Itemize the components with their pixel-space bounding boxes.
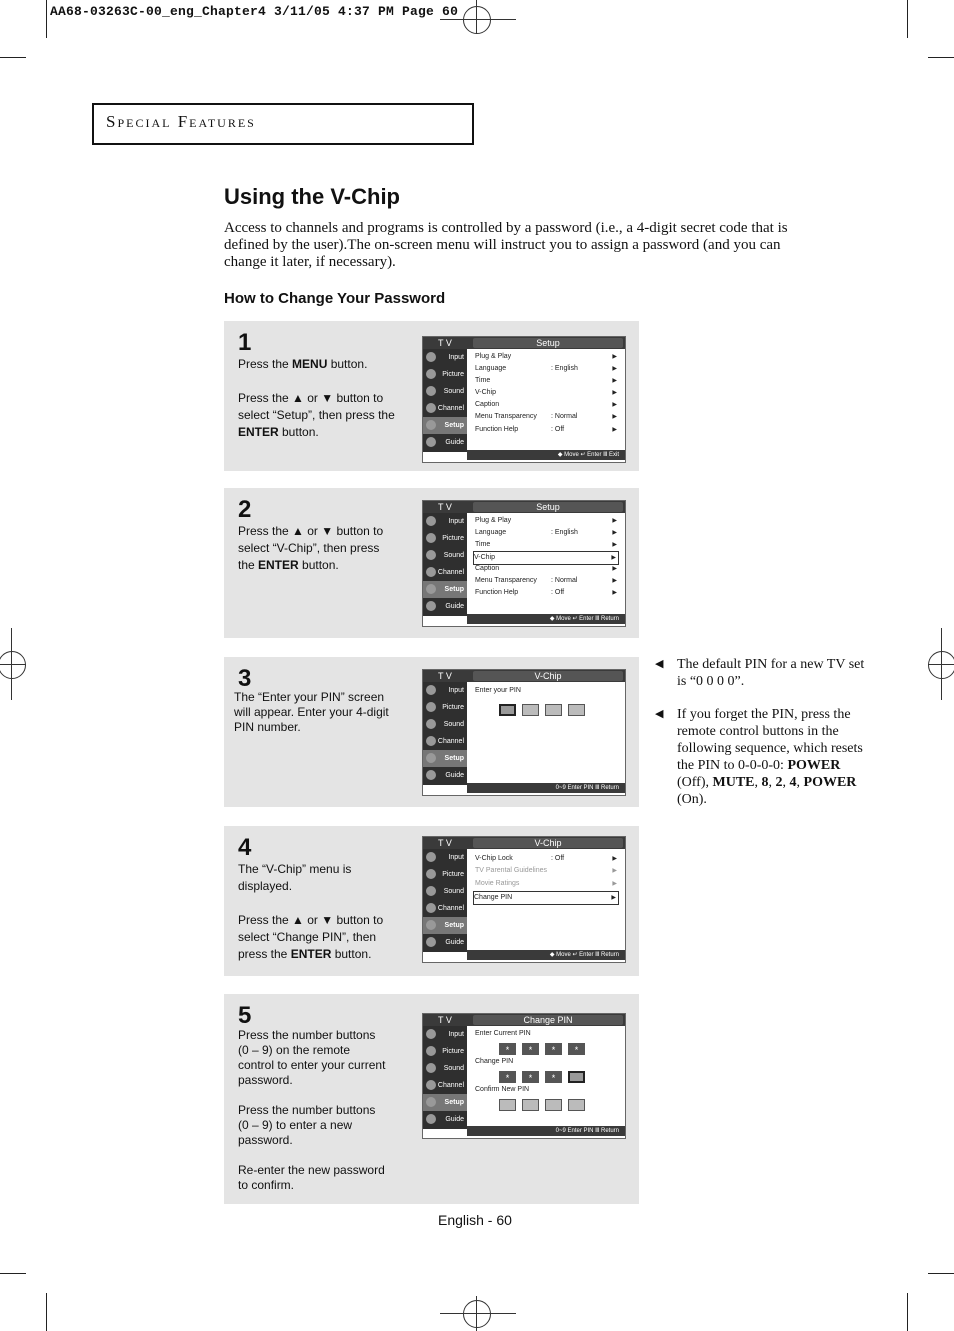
registration-mark: [941, 628, 942, 700]
screen-header: [423, 837, 625, 849]
sidebar-item-setup: Setup: [423, 917, 467, 934]
menu-item: Plug & Play ▶: [475, 515, 619, 527]
triangle-left-icon: ◀: [655, 658, 664, 670]
screen-sidebar: [423, 682, 467, 785]
pin-digit-box: [522, 704, 539, 716]
step-instructions: Press the ▲ or ▼ button to select “V-Chip”, then press the ENTER button.: [238, 524, 384, 572]
menu-item: Plug & Play ▶: [475, 351, 619, 363]
arrow-right-icon: ▶: [612, 881, 617, 887]
page-title: Using the V-Chip: [224, 184, 400, 209]
screen-title: Change PIN: [473, 1015, 623, 1025]
crop-mark: [0, 1273, 26, 1274]
sound-icon: [426, 886, 436, 896]
registration-mark: [440, 1313, 516, 1314]
registration-mark: [476, 1296, 477, 1331]
registration-mark: [440, 19, 516, 20]
step-number: 4: [238, 834, 252, 861]
sidebar-item-guide: Guide: [423, 934, 467, 951]
arrow-right-icon: ▶: [612, 366, 617, 372]
channel-icon: [426, 736, 436, 746]
step-1-panel: [224, 321, 639, 471]
sidebar-item-picture: Picture: [423, 866, 467, 883]
screen-footer: ◆ Move ↵ Enter Ⅲ Exit: [467, 450, 625, 460]
picture-icon: [426, 369, 436, 379]
tv-label: T V: [438, 671, 452, 681]
tv-menu-screen: [422, 836, 626, 963]
channel-icon: [426, 567, 436, 577]
screen-footer: ◆ Move ↵ Enter Ⅲ Return: [467, 950, 625, 960]
menu-item: Time ▶: [475, 539, 619, 551]
print-slug: AA68-03263C-00_eng_Chapter4 3/11/05 4:37 PM Page 60: [50, 4, 459, 19]
arrow-right-icon: ▶: [612, 518, 617, 524]
registration-mark: [463, 6, 491, 34]
sidebar-item-guide: Guide: [423, 434, 467, 451]
registration-mark: [11, 628, 12, 700]
channel-icon: [426, 903, 436, 913]
sidebar-item-channel: Channel: [423, 900, 467, 917]
setup-icon: [426, 920, 436, 930]
sidebar-item-input: Input: [423, 1026, 467, 1043]
guide-icon: [426, 1114, 436, 1124]
sidebar-item-sound: Sound: [423, 1060, 467, 1077]
screen-header: [423, 670, 625, 682]
tv-label: T V: [438, 502, 452, 512]
screen-footer: ◆ Move ↵ Enter Ⅲ Return: [467, 614, 625, 624]
sidebar-item-input: Input: [423, 682, 467, 699]
tv-menu-screen: [422, 500, 626, 627]
screen-footer: 0~9 Enter PIN Ⅲ Return: [467, 783, 625, 793]
current-pin-label: Enter Current PIN: [475, 1030, 531, 1037]
tv-label: T V: [438, 838, 452, 848]
sound-icon: [426, 550, 436, 560]
setup-icon: [426, 584, 436, 594]
sidebar-item-setup: Setup: [423, 1094, 467, 1111]
registration-mark: [0, 651, 26, 679]
arrow-right-icon: ▶: [612, 402, 617, 408]
step-instructions: Press the MENU button. Press the ▲ or ▼ button to select “Setup”, then press the ENTER button.: [238, 357, 395, 439]
crop-mark: [928, 57, 954, 58]
setup-icon: [426, 753, 436, 763]
setup-icon: [426, 1097, 436, 1107]
sidebar-item-input: Input: [423, 513, 467, 530]
intro-paragraph: Access to channels and programs is controlled by a password (i.e., a 4-digit secret code that is defined by the user).The on-screen menu will instruct you to assign a password (and you can change it later, if necessary).: [224, 220, 788, 270]
sidebar-item-guide: Guide: [423, 598, 467, 615]
sidebar-item-setup: Setup: [423, 417, 467, 434]
pin-digit-box: [568, 704, 585, 716]
step-3-panel: [224, 657, 639, 807]
subsection-title: How to Change Your Password: [224, 290, 446, 307]
screen-footer: 0~9 Enter PIN Ⅲ Return: [467, 1126, 625, 1136]
arrow-right-icon: ▶: [612, 390, 617, 396]
step-number: 1: [238, 329, 252, 356]
menu-item: Language : English ▶: [475, 527, 619, 539]
menu-item-selected: Change PIN ▶: [473, 891, 619, 905]
picture-icon: [426, 702, 436, 712]
menu-item-selected: V-Chip ▶: [473, 551, 619, 565]
arrow-right-icon: ▶: [612, 542, 617, 548]
step-instructions: Press the number buttons (0 – 9) on the remote control to enter your current password. Press the number buttons (0 – 9) to enter a new password. Re-enter the new password to confirm.: [238, 1028, 386, 1192]
pin-digit-box: *: [522, 1071, 539, 1083]
step-number: 2: [238, 496, 252, 523]
menu-item: Caption ▶: [475, 399, 619, 411]
sidebar-item-picture: Picture: [423, 699, 467, 716]
new-pin-label: Change PIN: [475, 1058, 514, 1065]
arrow-right-icon: ▶: [612, 427, 617, 433]
registration-mark: [463, 1300, 491, 1328]
menu-item: Function Help : Off ▶: [475, 587, 619, 599]
channel-icon: [426, 403, 436, 413]
menu-item: Language : English ▶: [475, 363, 619, 375]
arrow-right-icon: ▶: [612, 578, 617, 584]
screen-sidebar: [423, 349, 467, 452]
arrow-right-icon: ▶: [612, 354, 617, 360]
sidebar-item-sound: Sound: [423, 547, 467, 564]
crop-mark: [928, 1273, 954, 1274]
crop-mark: [46, 0, 47, 38]
sidebar-item-picture: Picture: [423, 366, 467, 383]
screen-sidebar: [423, 849, 467, 952]
arrow-right-icon: ▶: [611, 555, 616, 561]
sidebar-item-channel: Channel: [423, 564, 467, 581]
screen-header: [423, 1014, 625, 1026]
screen-title: Setup: [473, 338, 623, 348]
step-2-panel: [224, 488, 639, 638]
menu-item: Menu Transparency : Normal ▶: [475, 411, 619, 423]
screen-header: [423, 501, 625, 513]
menu-item: Time ▶: [475, 375, 619, 387]
channel-icon: [426, 1080, 436, 1090]
section-title: Special Features: [106, 112, 256, 131]
registration-mark: [476, 0, 477, 34]
sidebar-item-picture: Picture: [423, 1043, 467, 1060]
crop-mark: [46, 1293, 47, 1331]
sidebar-item-sound: Sound: [423, 716, 467, 733]
menu-item: Caption ▶: [475, 563, 619, 575]
picture-icon: [426, 869, 436, 879]
crop-mark: [0, 57, 26, 58]
sidebar-item-input: Input: [423, 349, 467, 366]
pin-digit-box: [568, 1071, 585, 1083]
sidebar-item-channel: Channel: [423, 400, 467, 417]
tv-pin-screen: [422, 669, 626, 796]
setup-icon: [426, 420, 436, 430]
sound-icon: [426, 1063, 436, 1073]
sidebar-item-guide: Guide: [423, 1111, 467, 1128]
pin-digit-box: *: [522, 1043, 539, 1055]
picture-icon: [426, 533, 436, 543]
tv-label: T V: [438, 1015, 452, 1025]
sidebar-item-input: Input: [423, 849, 467, 866]
menu-item-disabled: TV Parental Guidelines ▶: [475, 865, 619, 877]
confirm-pin-label: Confirm New PIN: [475, 1086, 530, 1093]
screen-sidebar: [423, 1026, 467, 1129]
pin-digit-box: [522, 1099, 539, 1111]
pin-digit-box: [568, 1099, 585, 1111]
menu-item: V-Chip ▶: [475, 387, 619, 399]
arrow-right-icon: ▶: [611, 895, 616, 901]
pin-digit-box: *: [568, 1043, 585, 1055]
guide-icon: [426, 937, 436, 947]
pin-label: Enter your PIN: [475, 687, 521, 694]
step-number: 5: [238, 1002, 252, 1029]
registration-mark: [0, 664, 26, 665]
screen-title: V-Chip: [473, 671, 623, 681]
pin-digit-box: [499, 1099, 516, 1111]
guide-icon: [426, 770, 436, 780]
input-icon: [426, 352, 436, 362]
tv-label: T V: [438, 338, 452, 348]
crop-mark: [907, 1293, 908, 1331]
arrow-right-icon: ▶: [612, 856, 617, 862]
guide-icon: [426, 601, 436, 611]
arrow-right-icon: ▶: [612, 530, 617, 536]
sidebar-item-channel: Channel: [423, 733, 467, 750]
sound-icon: [426, 386, 436, 396]
screen-sidebar: [423, 513, 467, 616]
pin-digit-box: *: [545, 1043, 562, 1055]
input-icon: [426, 685, 436, 695]
tv-menu-screen: [422, 336, 626, 463]
crop-mark: [907, 0, 908, 38]
step-4-panel: [224, 826, 639, 976]
step-instructions: The “V-Chip” menu is displayed. Press the ▲ or ▼ button to select “Change PIN”, then press the ENTER button.: [238, 862, 384, 961]
sidebar-item-picture: Picture: [423, 530, 467, 547]
arrow-right-icon: ▶: [612, 414, 617, 420]
picture-icon: [426, 1046, 436, 1056]
arrow-right-icon: ▶: [612, 868, 617, 874]
page-number: English - 60: [438, 1212, 512, 1228]
input-icon: [426, 852, 436, 862]
tv-change-pin-screen: [422, 1013, 626, 1139]
arrow-right-icon: ▶: [612, 566, 617, 572]
guide-icon: [426, 437, 436, 447]
sound-icon: [426, 719, 436, 729]
screen-title: V-Chip: [473, 838, 623, 848]
sidebar-item-sound: Sound: [423, 883, 467, 900]
sidebar-item-channel: Channel: [423, 1077, 467, 1094]
step-instructions: The “Enter your PIN” screen will appear. Enter your 4-digit PIN number.: [234, 690, 389, 734]
pin-digit-box: [545, 704, 562, 716]
step-number: 3: [238, 665, 252, 692]
step-5-panel: [224, 994, 639, 1204]
pin-digit-box: [545, 1099, 562, 1111]
arrow-right-icon: ▶: [612, 378, 617, 384]
screen-header: [423, 337, 625, 349]
input-icon: [426, 516, 436, 526]
sidebar-item-setup: Setup: [423, 581, 467, 598]
sidebar-item-guide: Guide: [423, 767, 467, 784]
triangle-left-icon: ◀: [655, 708, 664, 720]
sidebar-item-setup: Setup: [423, 750, 467, 767]
screen-title: Setup: [473, 502, 623, 512]
arrow-right-icon: ▶: [612, 590, 617, 596]
menu-item-disabled: Movie Ratings ▶: [475, 878, 619, 890]
pin-digit-box: *: [499, 1043, 516, 1055]
pin-digit-box: *: [545, 1071, 562, 1083]
input-icon: [426, 1029, 436, 1039]
pin-digit-box: [499, 704, 516, 716]
pin-digit-box: *: [499, 1071, 516, 1083]
menu-item: V-Chip Lock : Off ▶: [475, 853, 619, 865]
menu-item: Function Help : Off ▶: [475, 424, 619, 436]
menu-item: Menu Transparency : Normal ▶: [475, 575, 619, 587]
sidebar-item-sound: Sound: [423, 383, 467, 400]
